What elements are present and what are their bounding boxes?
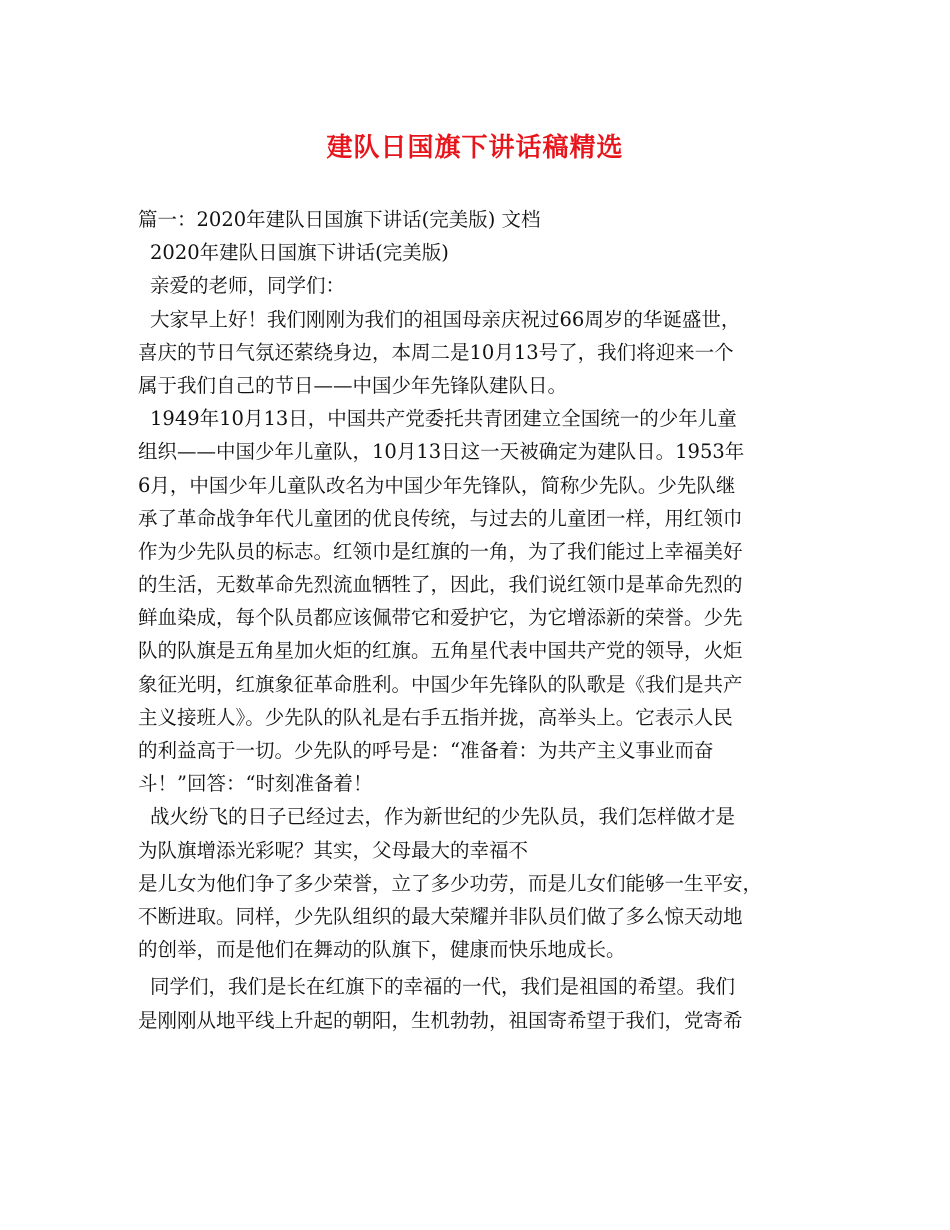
paragraph-line: 象征光明，红旗象征革命胜利。中国少年先锋队的队歌是《我们是共产 <box>138 672 743 696</box>
paragraph-line: 大家早上好！我们刚刚为我们的祖国母亲庆祝过66周岁的华诞盛世， <box>150 307 741 331</box>
paragraph-line: 鲜血染成，每个队员都应该佩带它和爱护它，为它增添新的荣誉。少先 <box>138 606 743 630</box>
paragraph-line: 承了革命战争年代儿童团的优良传统，与过去的儿童团一样，用红领巾 <box>138 506 743 530</box>
paragraph-line: 是刚刚从地平线上升起的朝阳，生机勃勃，祖国寄希望于我们，党寄希 <box>138 1008 743 1032</box>
salutation: 亲爱的老师，同学们： <box>150 274 346 298</box>
paragraph-line: 的利益高于一切。少先队的呼号是：“准备着：为共产主义事业而奋 <box>138 739 714 762</box>
paragraph-line: 的生活，无数革命先烈流血牺牲了，因此，我们说红领巾是革命先烈的 <box>138 573 743 597</box>
section-heading: 篇一：2020年建队日国旗下讲话(完美版) 文档 <box>138 208 541 231</box>
paragraph-line: 组织——中国少年儿童队，10月13日这一天被确定为建队日。1953年 <box>138 440 745 464</box>
paragraph-line: 同学们，我们是长在红旗下的幸福的一代，我们是祖国的希望。我们 <box>150 975 736 999</box>
paragraph-line: 1949年10月13日，中国共产党委托共青团建立全国统一的少年儿童 <box>150 407 737 431</box>
paragraph-line: 喜庆的节日气氛还萦绕身边，本周二是10月13号了，我们将迎来一个 <box>138 340 734 364</box>
paragraph-line: 是儿女为他们争了多少荣誉，立了多少功劳，而是儿女们能够一生平安， <box>138 871 763 895</box>
document-title: 建队日国旗下讲话稿精选 <box>326 133 624 163</box>
paragraph-line: 战火纷飞的日子已经过去，作为新世纪的少先队员，我们怎样做才是 <box>150 805 736 829</box>
paragraph-line: 的创举，而是他们在舞动的队旗下，健康而快乐地成长。 <box>138 938 626 962</box>
paragraph-line: 属于我们自己的节日——中国少年先锋队建队日。 <box>138 373 568 397</box>
paragraph-line: 队的队旗是五角星加火炬的红旗。五角星代表中国共产党的领导，火炬 <box>138 639 743 663</box>
document-body <box>138 203 818 1037</box>
paragraph-line: 斗！”回答：“时刻准备着！ <box>138 772 373 796</box>
paragraph-line: 作为少先队员的标志。红领巾是红旗的一角，为了我们能过上幸福美好 <box>138 539 743 563</box>
paragraph-line: 不断进取。同样，少先队组织的最大荣耀并非队员们做了多么惊天动地 <box>138 904 743 928</box>
speech-title: 2020年建队日国旗下讲话(完美版) <box>150 241 449 265</box>
paragraph-line: 为队旗增添光彩呢？其实，父母最大的幸福不 <box>138 838 529 862</box>
paragraph-line: 主义接班人》。少先队的队礼是右手五指并拢，高举头上。它表示人民 <box>138 705 733 729</box>
paragraph-line: 6月，中国少年儿童队改名为中国少年先锋队，简称少先队。少先队继 <box>138 473 736 497</box>
